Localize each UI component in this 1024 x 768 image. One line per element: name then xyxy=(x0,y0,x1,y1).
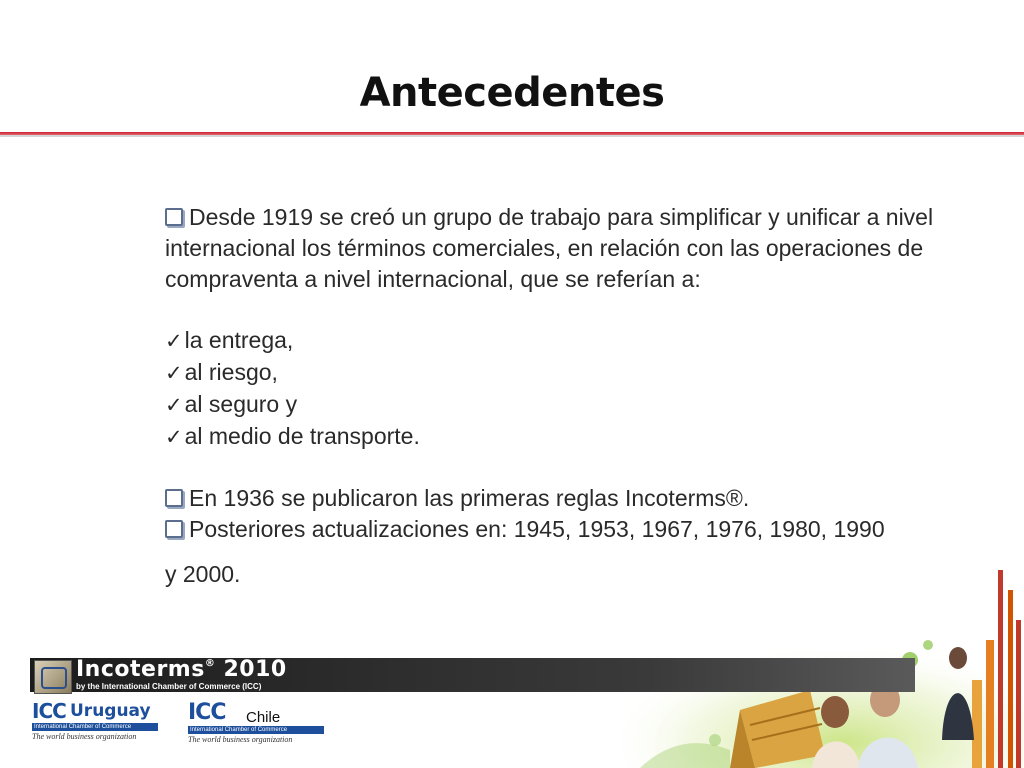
check-item xyxy=(165,389,985,421)
square-bullet-icon xyxy=(165,489,183,507)
slide-title: Antecedentes xyxy=(359,70,665,116)
logo-country-name: Uruguay xyxy=(70,701,151,721)
check-item-text: al riesgo, xyxy=(184,359,278,385)
title-divider-shadow xyxy=(0,135,1024,137)
incoterms-banner-subtitle: by the International Chamber of Commerce (ICC) xyxy=(76,682,262,691)
logo-motto: The world business organization xyxy=(32,732,137,741)
check-item xyxy=(165,325,985,357)
bullet-text: En 1936 se publicaron las primeras reglas Incoterms®. xyxy=(189,485,750,511)
bullet-item xyxy=(165,483,985,514)
check-item-text: al seguro y xyxy=(184,391,298,417)
check-item-text: la entrega, xyxy=(184,327,294,353)
intro-paragraph xyxy=(165,202,985,295)
checkmark-icon: ✓ xyxy=(165,425,183,449)
checkmark-icon: ✓ xyxy=(165,329,183,353)
square-bullet-icon xyxy=(165,208,183,226)
icc-mark: ICC xyxy=(188,700,226,725)
square-bullet-icon xyxy=(165,520,183,538)
check-item xyxy=(165,357,985,389)
icc-chile-logo xyxy=(188,700,328,748)
logo-country-name: Chile xyxy=(246,709,281,726)
icc-mark: ICC xyxy=(32,699,66,723)
check-item xyxy=(165,421,985,453)
bullet-text: Posteriores actualizaciones en: 1945, 1953, 1967, 1976, 1980, 1990 xyxy=(189,516,885,542)
logo-band-text: International Chamber of Commerce xyxy=(32,723,158,731)
logo-band-text: International Chamber of Commerce xyxy=(188,726,324,734)
business-photo-graphic xyxy=(620,540,1024,768)
checkmark-icon: ✓ xyxy=(165,361,183,385)
slide-body xyxy=(165,202,985,590)
logo-motto: The world business organization xyxy=(188,735,293,744)
checkmark-icon: ✓ xyxy=(165,393,183,417)
bullet-continuation: y 2000. xyxy=(165,561,241,587)
check-item-text: al medio de transporte. xyxy=(184,423,420,449)
incoterms-banner-title: Incoterms® 2010 xyxy=(76,657,287,682)
shipping-logo-icon xyxy=(34,660,72,694)
icc-uruguay-logo xyxy=(30,697,160,745)
intro-text: Desde 1919 se creó un grupo de trabajo para simplificar y unificar a nivel internacional los términos comerciales, en relación con las operaciones de compraventa a nivel internacional, que se referían a: xyxy=(165,204,934,292)
